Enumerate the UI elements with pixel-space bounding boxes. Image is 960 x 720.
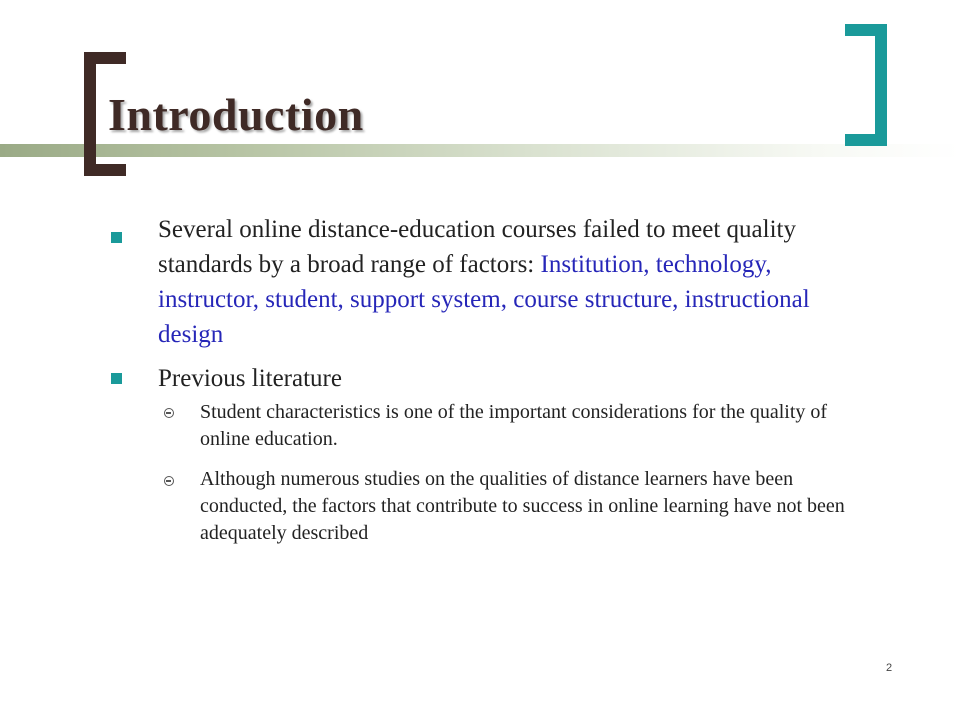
bullet-text-highlight: Institution, technology, instructor, student, support system, course structure, instructional design: [158, 251, 810, 348]
square-bullet-icon: [111, 232, 122, 243]
slide-title: Introduction: [108, 89, 364, 140]
bullet-text-plain: Several online distance-education courses failed to meet quality standards by a broad range of factors:: [158, 216, 796, 278]
sub-bullet-item: Although numerous studies on the qualities of distance learners have been conducted, the factors that contribute to success in online learning have not been adequately described: [200, 468, 845, 544]
left-bracket-top: [84, 52, 126, 64]
page-number: 2: [886, 662, 893, 674]
right-bracket-bottom: [845, 134, 887, 146]
right-bracket-top: [845, 24, 887, 36]
right-bracket-decoration: [875, 24, 887, 146]
left-bracket-bottom: [84, 164, 126, 176]
sub-bullet-item: Student characteristics is one of the important considerations for the quality of online education.: [200, 401, 828, 450]
circle-bullet-icon: [164, 408, 174, 418]
bullet-item-literature: [158, 361, 858, 396]
square-bullet-icon: [111, 373, 122, 384]
title-accent-band: [0, 144, 960, 157]
bullet-text-plain: Previous literature: [158, 365, 342, 392]
circle-bullet-icon: [164, 476, 174, 486]
bullet-item-factors: [158, 212, 858, 352]
left-bracket-decoration: [84, 52, 96, 176]
